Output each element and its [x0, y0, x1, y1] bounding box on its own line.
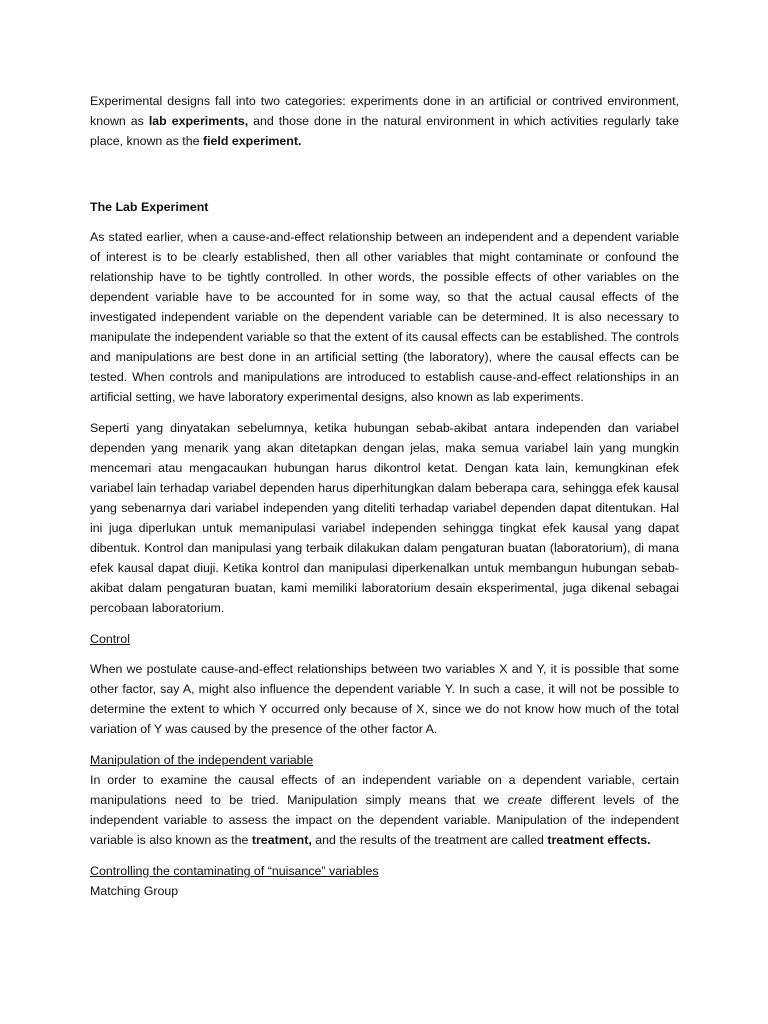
lab-paragraph-indonesian: Seperti yang dinyatakan sebelumnya, ketika hubungan sebab-akibat antara independen dan variabel dependen yang menarik yang akan ditetapkan dengan jelas, maka semua variabel lain yang mungkin mencemari atau mengacaukan hubungan harus dikontrol ketat. Dengan kata lain, kemungkinan efek variabel lain terhadap variabel dependen harus diperhitungkan dalam beberapa cara, sehingga efek kausal yang sebenarnya dari variabel independen yang diteliti terhadap variabel dependen dapat ditentukan. Hal ini juga diperlukan untuk memanipulasi variabel independen sehingga tingkat efek kausal yang dapat dibentuk. Kontrol dan manipulasi yang terbaik dilakukan dalam pengaturan buatan (laboratorium), di mana efek kausal dapat diuji. Ketika kontrol dan manipulasi diperkenalkan untuk membangun hubungan sebab-akibat dalam pengaturan buatan, kami memiliki laboratorium desain eksperimental, juga dikenal sebagai percobaan laboratorium.	[90, 421, 679, 615]
control-paragraph: When we postulate cause-and-effect relationships between two variables X and Y, it is possible that some other factor, say A, might also influence the dependent variable Y. In such a case, it will not be possible to determine the extent to which Y occurred only because of X, since we do not know how much of the total variation of Y was caused by the presence of the other factor A.	[90, 662, 679, 736]
manipulation-bold-treatment: treatment,	[251, 833, 312, 847]
matching-group-heading: Matching Group	[90, 884, 179, 898]
lab-experiment-heading: The Lab Experiment	[90, 200, 209, 214]
manipulation-text-3: and the results of the treatment are called	[311, 833, 548, 847]
intro-bold-field-experiment: field experiment.	[202, 134, 302, 148]
control-heading: Control	[90, 632, 130, 646]
intro-text-2: and those done in the natural environment in which activities regularly take place, known as the	[90, 114, 679, 148]
manipulation-paragraph	[90, 770, 679, 850]
manipulation-text-2: different levels of the independent variable to assess the impact on the dependent variable. Manipulation of the independent variable is also known as the	[90, 793, 679, 847]
manipulation-text-1: In order to examine the causal effects of an independent variable on a dependent variable, certain manipulations need to be tried. Manipulation simply means that we	[90, 773, 679, 807]
intro-text-1: Experimental designs fall into two categories: experiments done in an artificial or contrived environment, known as	[90, 94, 679, 128]
manipulation-heading: Manipulation of the independent variable	[90, 753, 314, 767]
intro-paragraph	[90, 91, 679, 151]
document-page	[90, 91, 679, 901]
manipulation-bold-treatment-effects: treatment effects.	[547, 833, 651, 847]
intro-bold-lab-experiments: lab experiments,	[148, 114, 249, 128]
lab-paragraph-english: As stated earlier, when a cause-and-effect relationship between an independent and a dependent variable of interest is to be clearly established, then all other variables that might contaminate or confound the relationship have to be tightly controlled. In other words, the possible effects of other variables on the dependent variable have to be accounted for in some way, so that the actual causal effects of the investigated independent variable on the dependent variable can be determined. It is also necessary to manipulate the independent variable so that the extent of its causal effects can be established. The controls and manipulations are best done in an artificial setting (the laboratory), where the causal effects can be tested. When controls and manipulations are introduced to establish cause-and-effect relationships in an artificial setting, we have laboratory experimental designs, also known as lab experiments.	[90, 230, 679, 404]
manipulation-italic-create: create	[507, 793, 543, 807]
nuisance-heading: Controlling the contaminating of “nuisance” variables	[90, 864, 379, 878]
